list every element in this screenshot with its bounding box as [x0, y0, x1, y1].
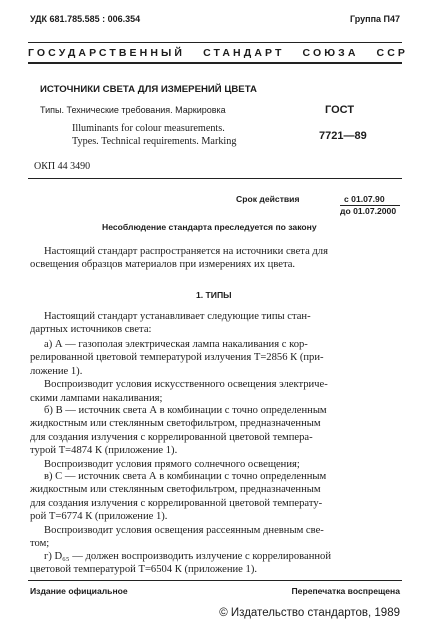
item-a: [30, 338, 402, 405]
header-rule-top: [28, 42, 402, 43]
section-lead: [30, 310, 402, 337]
item-line: ложение 1).: [30, 365, 83, 377]
item-line: рой T=6774 К (приложение 1).: [30, 511, 168, 523]
item-line: в) С — источник света А в комбинации с точно определенным: [44, 471, 327, 482]
lead-line: Настоящий стандарт устанавливает следующие типы стан-: [44, 311, 311, 322]
item-line: для создания излучения с коррелированной цветовой температу-: [30, 497, 323, 509]
item-line: Воспроизводит условия искусственного освещения электриче-: [44, 379, 328, 391]
validity-to: до 01.07.2000: [340, 206, 397, 216]
item-line: г) D₆₅ — должен воспроизводить излучение с коррелированной: [44, 551, 332, 562]
document-subtitle: Типы. Технические требования. Маркировка: [40, 105, 226, 115]
udk-code: УДК 681.785.585 : 006.354: [30, 14, 141, 24]
item-line: релированной цветовой температурой излучения T=2856 К (при-: [30, 352, 324, 364]
item-line: том;: [30, 538, 50, 550]
item-line: жидкостным или стеклянным светофильтром, предназначенным: [30, 418, 321, 430]
item-b: [30, 404, 402, 471]
reprint-note: Перепечатка воспрещена: [291, 586, 400, 596]
item-line: цветовой температурой T=6504 К (приложение 1).: [30, 564, 257, 576]
footer-rule: [28, 580, 402, 581]
item-line: турой T=4874 К (приложение 1).: [30, 445, 178, 457]
validity-from: с 01.07.90: [344, 194, 385, 204]
group-code: Группа П47: [349, 14, 400, 24]
intro-line: Настоящий стандарт распространяется на источники света для: [44, 246, 328, 257]
law-warning: Несоблюдение стандарта преследуется по закону: [102, 222, 317, 232]
okp-code: ОКП 44 3490: [34, 161, 91, 172]
intro-paragraph: [30, 245, 402, 272]
item-c: [30, 470, 402, 550]
lead-line: дартных источников света:: [30, 324, 152, 336]
gost-number: 7721—89: [319, 130, 367, 142]
item-line: Воспроизводит условия освещения рассеянным дневным све-: [44, 524, 324, 536]
intro-line: освещения образцов материалов при измерениях их цвета.: [30, 259, 296, 271]
title-rule: [28, 178, 402, 179]
item-line: для создания излучения с коррелированной цветовой темпера-: [30, 431, 313, 443]
item-line: б) В — источник света А в комбинации с точно определенным: [44, 405, 327, 416]
gost-label: ГОСТ: [325, 104, 355, 116]
document-title: ИСТОЧНИКИ СВЕТА ДЛЯ ИЗМЕРЕНИЙ ЦВЕТА: [40, 84, 257, 95]
section-heading: 1. ТИПЫ: [196, 290, 232, 300]
item-line: а) А — газополая электрическая лампа накаливания с кор-: [44, 339, 308, 350]
item-line: Воспроизводит условия прямого солнечного освещения;: [44, 458, 300, 470]
validity-label: Срок действия: [236, 194, 300, 204]
item-line: жидкостным или стеклянным светофильтром, предназначенным: [30, 484, 321, 496]
item-d: [30, 550, 402, 577]
copyright-note: © Издательство стандартов, 1989: [219, 607, 400, 619]
edition-note: Издание официальное: [30, 586, 128, 596]
header-rule-bottom: [28, 62, 402, 64]
title-english-1: Illuminants for colour measurements.: [72, 123, 225, 134]
title-english-2: Types. Technical requirements. Marking: [72, 136, 237, 147]
standard-banner: ГОСУДАРСТВЕННЫЙ СТАНДАРТ СОЮЗА ССР: [28, 47, 409, 59]
item-line: скими лампами накаливания;: [30, 392, 163, 404]
